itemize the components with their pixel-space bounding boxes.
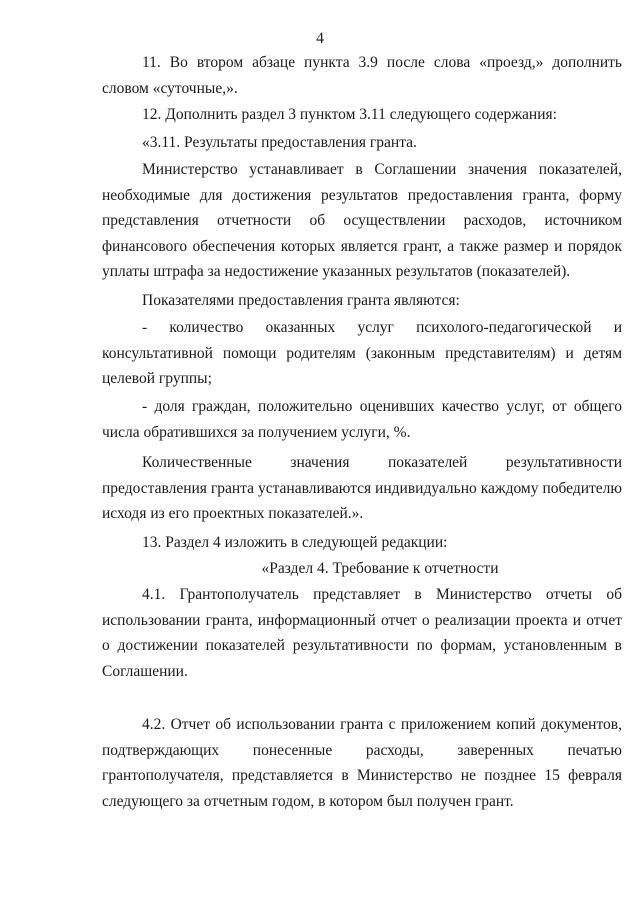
paragraph-clause-4-2: 4.2. Отчет об использовании гранта с приложением копий документов, подтверждающих понесенные расходы, заверенных печатью грантополучателя, представляется в Министерство не позднее 15 февраля следующего за отчетным годом, в котором был получен грант. (102, 716, 622, 810)
paragraph-quantitative-values: Количественные значения показателей результативности предоставления гранта устанавливаются индивидуально каждому победителю исходя из его проектных показателей.». (102, 454, 622, 522)
paragraph-item-13: 13. Раздел 4 изложить в следующей редакции: (142, 534, 448, 551)
paragraph-ministry-indicators: Министерство устанавливает в Соглашении значения показателей, необходимые для достижения результатов предоставления гранта, форму представления отчетности об осуществлении расходов, источником финансового обеспечения которых является грант, а также размер и порядок уплаты штрафа за недостижение указанных результатов (показателей). (102, 161, 622, 280)
paragraph-clause-4-1: 4.1. Грантополучатель представляет в Министерство отчеты об использовании гранта, информационный отчет о реализации проекта и отчет о достижении показателей результативности по формам, установленным в Соглашении. (102, 586, 622, 680)
page-number: 4 (316, 30, 324, 47)
paragraph-section-4-title: «Раздел 4. Требование к отчетности (261, 560, 499, 577)
paragraph-item-11: 11. Во втором абзаце пункта 3.9 после слова «проезд,» дополнить словом «суточные,». (102, 54, 622, 97)
paragraph-indicator-services: - количество оказанных услуг психолого-педагогической и консультативной помощи родителям (законным представителям) и детям целевой группы; (102, 319, 622, 387)
paragraph-indicators-intro: Показателями предоставления гранта являются: (142, 292, 460, 309)
paragraph-indicator-share: - доля граждан, положительно оценивших качество услуг, от общего числа обратившихся за получением услуги, %. (102, 398, 622, 441)
paragraph-item-12: 12. Дополнить раздел 3 пунктом 3.11 следующего содержания: (142, 106, 557, 123)
paragraph-section-3-11-title: «3.11. Результаты предоставления гранта. (142, 134, 417, 151)
